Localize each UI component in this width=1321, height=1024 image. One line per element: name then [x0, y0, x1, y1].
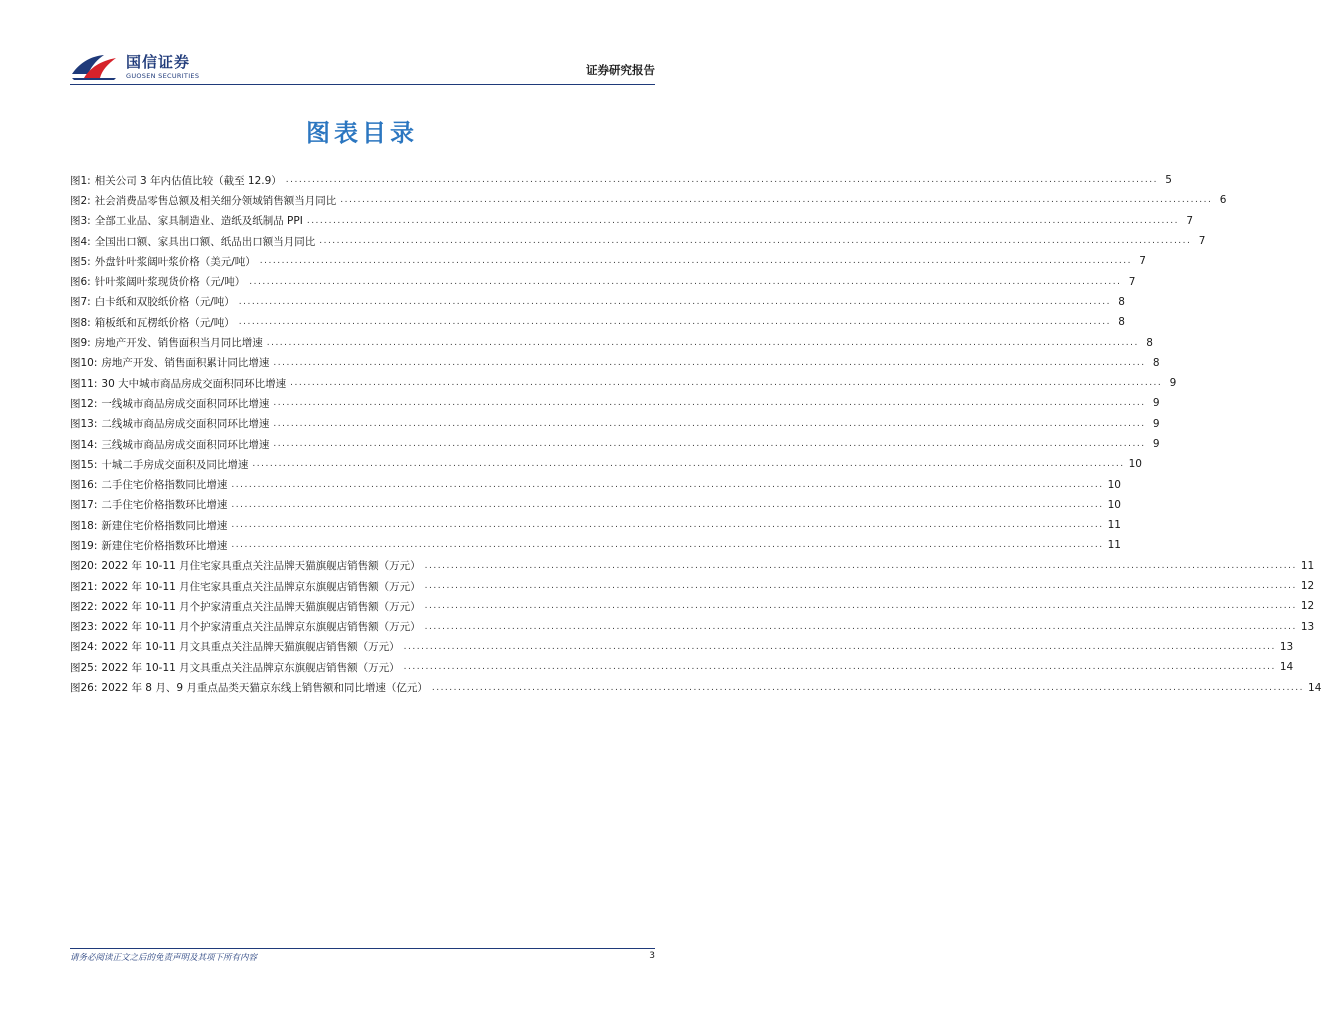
- toc-dot-leader: ........................................................................................................................................................................................................: [285, 175, 1158, 186]
- toc-dot-leader: ........................................................................................................................................................................................................: [319, 236, 1192, 247]
- toc-entry-page: 8: [1118, 295, 1125, 308]
- toc-entry-title: 针叶浆阔叶浆现货价格（元/吨）: [94, 276, 246, 289]
- toc-entry-page: 6: [1219, 194, 1227, 207]
- toc-entry-title: 2022 年 10-11 月个护家清重点关注品牌京东旗舰店销售额（万元）: [101, 621, 421, 634]
- toc-entry-title: 一线城市商品房成交面积同环比增速: [101, 397, 270, 410]
- figure-list: [70, 170, 1321, 698]
- toc-entry[interactable]: [70, 332, 1153, 352]
- toc-entry-page: 7: [1198, 235, 1206, 248]
- toc-entry-page: 8: [1152, 356, 1160, 369]
- toc-dot-leader: ........................................................................................................................................................................................................: [238, 296, 1111, 307]
- toc-entry[interactable]: [70, 454, 1142, 474]
- footer-divider: [70, 948, 655, 949]
- toc-entry-title: 二手住宅价格指数环比增速: [101, 499, 228, 512]
- toc-entry-title: 三线城市商品房成交面积同环比增速: [101, 438, 270, 451]
- toc-entry-label: 图12:: [70, 397, 98, 410]
- toc-entry-title: 新建住宅价格指数同比增速: [101, 519, 228, 532]
- toc-dot-leader: ........................................................................................................................................................................................................: [238, 317, 1111, 328]
- toc-entry-page: 13: [1279, 640, 1294, 653]
- page-title: 图表目录: [306, 119, 418, 147]
- toc-entry-label: 图17:: [70, 499, 98, 512]
- toc-entry[interactable]: [70, 576, 1315, 596]
- toc-entry-title: 2022 年 10-11 月文具重点关注品牌天猫旗舰店销售额（万元）: [101, 641, 400, 654]
- toc-entry[interactable]: [70, 535, 1121, 555]
- toc-dot-leader: ........................................................................................................................................................................................................: [306, 215, 1179, 226]
- toc-dot-leader: ........................................................................................................................................................................................................: [340, 195, 1213, 206]
- toc-dot-leader: ........................................................................................................................................................................................................: [424, 560, 1297, 571]
- toc-entry-page: 13: [1300, 620, 1315, 633]
- toc-entry-label: 图24:: [70, 641, 98, 654]
- toc-entry-page: 11: [1300, 559, 1315, 572]
- toc-entry[interactable]: [70, 637, 1294, 657]
- toc-entry-label: 图4:: [70, 235, 91, 248]
- footer-disclaimer: 请务必阅读正文之后的免责声明及其项下所有内容: [70, 953, 258, 963]
- toc-entry-title: 社会消费品零售总额及相关细分领域销售额当月同比: [94, 194, 337, 207]
- toc-entry-title: 新建住宅价格指数环比增速: [101, 539, 228, 552]
- toc-entry-page: 10: [1107, 478, 1121, 491]
- toc-dot-leader: ........................................................................................................................................................................................................: [231, 499, 1104, 510]
- toc-entry-label: 图18:: [70, 519, 98, 532]
- toc-dot-leader: ........................................................................................................................................................................................................: [259, 256, 1132, 267]
- toc-dot-leader: ........................................................................................................................................................................................................: [273, 418, 1146, 429]
- toc-entry[interactable]: [70, 312, 1125, 332]
- toc-entry[interactable]: [70, 414, 1160, 434]
- page-number: 3: [649, 951, 655, 961]
- toc-entry-page: 10: [1107, 498, 1121, 511]
- toc-entry-page: 10: [1128, 458, 1142, 471]
- toc-entry[interactable]: [70, 211, 1193, 231]
- toc-entry[interactable]: [70, 393, 1160, 413]
- toc-entry[interactable]: [70, 657, 1294, 677]
- page-header: [70, 50, 655, 86]
- toc-entry[interactable]: [70, 231, 1206, 251]
- toc-entry-page: 14: [1308, 681, 1321, 694]
- toc-dot-leader: ........................................................................................................................................................................................................: [273, 357, 1146, 368]
- toc-entry-label: 图7:: [70, 296, 91, 309]
- toc-entry-label: 图19:: [70, 539, 98, 552]
- logo-company-name: 国信证券: [126, 53, 191, 71]
- toc-entry-label: 图6:: [70, 276, 91, 289]
- toc-dot-leader: ........................................................................................................................................................................................................: [231, 540, 1104, 551]
- toc-entry-page: 11: [1107, 519, 1121, 532]
- toc-entry-title: 2022 年 10-11 月文具重点关注品牌京东旗舰店销售额（万元）: [101, 661, 400, 674]
- toc-entry[interactable]: [70, 556, 1315, 576]
- toc-entry[interactable]: [70, 190, 1227, 210]
- toc-entry[interactable]: [70, 434, 1160, 454]
- toc-entry-title: 全国出口额、家具出口额、纸品出口额当月同比: [94, 235, 316, 248]
- toc-dot-leader: ........................................................................................................................................................................................................: [424, 601, 1297, 612]
- toc-dot-leader: ........................................................................................................................................................................................................: [290, 378, 1163, 389]
- toc-entry[interactable]: [70, 617, 1315, 637]
- toc-entry[interactable]: [70, 292, 1125, 312]
- toc-entry-label: 图21:: [70, 580, 98, 593]
- toc-entry[interactable]: [70, 596, 1315, 616]
- toc-entry-label: 图9:: [70, 337, 91, 350]
- toc-entry-page: 9: [1169, 377, 1177, 390]
- toc-entry-page: 7: [1128, 275, 1136, 288]
- toc-dot-leader: ........................................................................................................................................................................................................: [252, 459, 1125, 470]
- toc-entry[interactable]: [70, 170, 1172, 190]
- toc-dot-leader: ........................................................................................................................................................................................................: [403, 662, 1276, 673]
- toc-entry-page: 11: [1107, 539, 1121, 552]
- toc-dot-leader: ........................................................................................................................................................................................................: [266, 337, 1139, 348]
- toc-entry-title: 2022 年 8 月、9 月重点品类天猫京东线上销售额和同比增速（亿元）: [101, 682, 428, 695]
- toc-entry-label: 图11:: [70, 377, 98, 390]
- toc-entry-page: 5: [1165, 174, 1172, 187]
- toc-entry-page: 9: [1152, 397, 1160, 410]
- toc-dot-leader: ........................................................................................................................................................................................................: [249, 276, 1122, 287]
- toc-entry-page: 7: [1139, 255, 1146, 268]
- toc-entry-page: 7: [1186, 214, 1193, 227]
- toc-entry-title: 相关公司 3 年内估值比较（截至 12.9）: [94, 174, 282, 187]
- toc-dot-leader: ........................................................................................................................................................................................................: [231, 520, 1104, 531]
- toc-entry-label: 图1:: [70, 174, 91, 187]
- toc-entry[interactable]: [70, 515, 1121, 535]
- guosen-logo-icon: [70, 52, 118, 82]
- toc-entry-title: 房地产开发、销售面积累计同比增速: [101, 357, 270, 370]
- toc-entry-page: 14: [1279, 661, 1294, 674]
- toc-entry-label: 图20:: [70, 560, 98, 573]
- toc-entry-page: 12: [1300, 600, 1315, 613]
- toc-dot-leader: ........................................................................................................................................................................................................: [424, 581, 1297, 592]
- header-divider: [70, 84, 655, 85]
- toc-entry-label: 图8:: [70, 316, 91, 329]
- toc-entry-page: 9: [1152, 438, 1160, 450]
- toc-entry-page: 8: [1146, 336, 1153, 349]
- toc-dot-leader: ........................................................................................................................................................................................................: [431, 682, 1305, 693]
- toc-entry-label: 图13:: [70, 418, 98, 431]
- guosen-logo: [70, 50, 250, 84]
- toc-entry-page: 12: [1300, 580, 1315, 593]
- toc-entry-page: 8: [1118, 316, 1125, 329]
- toc-entry[interactable]: [70, 495, 1121, 515]
- toc-entry-title: 房地产开发、销售面积当月同比增速: [94, 337, 263, 350]
- toc-entry-label: 图23:: [70, 621, 98, 634]
- toc-entry[interactable]: [70, 373, 1177, 393]
- toc-entry-label: 图3:: [70, 215, 91, 228]
- toc-entry-label: 图16:: [70, 479, 98, 492]
- toc-entry-label: 图14:: [70, 438, 98, 451]
- toc-entry[interactable]: [70, 251, 1146, 271]
- toc-dot-leader: ........................................................................................................................................................................................................: [273, 439, 1146, 449]
- toc-entry-title: 十城二手房成交面积及同比增速: [101, 458, 249, 471]
- toc-entry-label: 图15:: [70, 458, 98, 471]
- toc-entry-label: 图5:: [70, 255, 91, 268]
- logo-company-name-en: GUOSEN SECURITIES: [126, 72, 200, 80]
- toc-entry-page: 9: [1152, 417, 1160, 430]
- toc-entry[interactable]: [70, 271, 1136, 291]
- toc-entry-label: 图22:: [70, 600, 98, 613]
- toc-entry[interactable]: [70, 677, 1321, 697]
- toc-entry-title: 2022 年 10-11 月住宅家具重点关注品牌京东旗舰店销售额（万元）: [101, 580, 421, 593]
- toc-entry-title: 2022 年 10-11 月住宅家具重点关注品牌天猫旗舰店销售额（万元）: [101, 560, 421, 573]
- toc-dot-leader: ........................................................................................................................................................................................................: [273, 398, 1146, 409]
- toc-entry-label: 图2:: [70, 194, 91, 207]
- toc-entry-title: 2022 年 10-11 月个护家清重点关注品牌天猫旗舰店销售额（万元）: [101, 600, 421, 613]
- toc-entry-title: 30 大中城市商品房成交面积同环比增速: [101, 377, 287, 390]
- toc-entry-title: 二线城市商品房成交面积同环比增速: [101, 418, 270, 431]
- toc-entry-title: 白卡纸和双胶纸价格（元/吨）: [94, 296, 235, 309]
- toc-entry-label: 图10:: [70, 357, 98, 370]
- report-type-label: 证券研究报告: [586, 63, 655, 77]
- toc-dot-leader: ........................................................................................................................................................................................................: [403, 641, 1276, 652]
- toc-entry-title: 二手住宅价格指数同比增速: [101, 479, 228, 492]
- toc-entry-label: 图26:: [70, 682, 98, 695]
- toc-entry[interactable]: [70, 474, 1121, 494]
- toc-entry-title: 箱板纸和瓦楞纸价格（元/吨）: [94, 316, 235, 329]
- toc-entry-title: 全部工业品、家具制造业、造纸及纸制品 PPI: [94, 215, 303, 228]
- toc-dot-leader: ........................................................................................................................................................................................................: [231, 479, 1104, 490]
- toc-dot-leader: ........................................................................................................................................................................................................: [424, 621, 1297, 632]
- toc-entry-title: 外盘针叶浆阔叶浆价格（美元/吨）: [94, 255, 256, 268]
- toc-entry-label: 图25:: [70, 661, 98, 674]
- toc-entry[interactable]: [70, 353, 1160, 373]
